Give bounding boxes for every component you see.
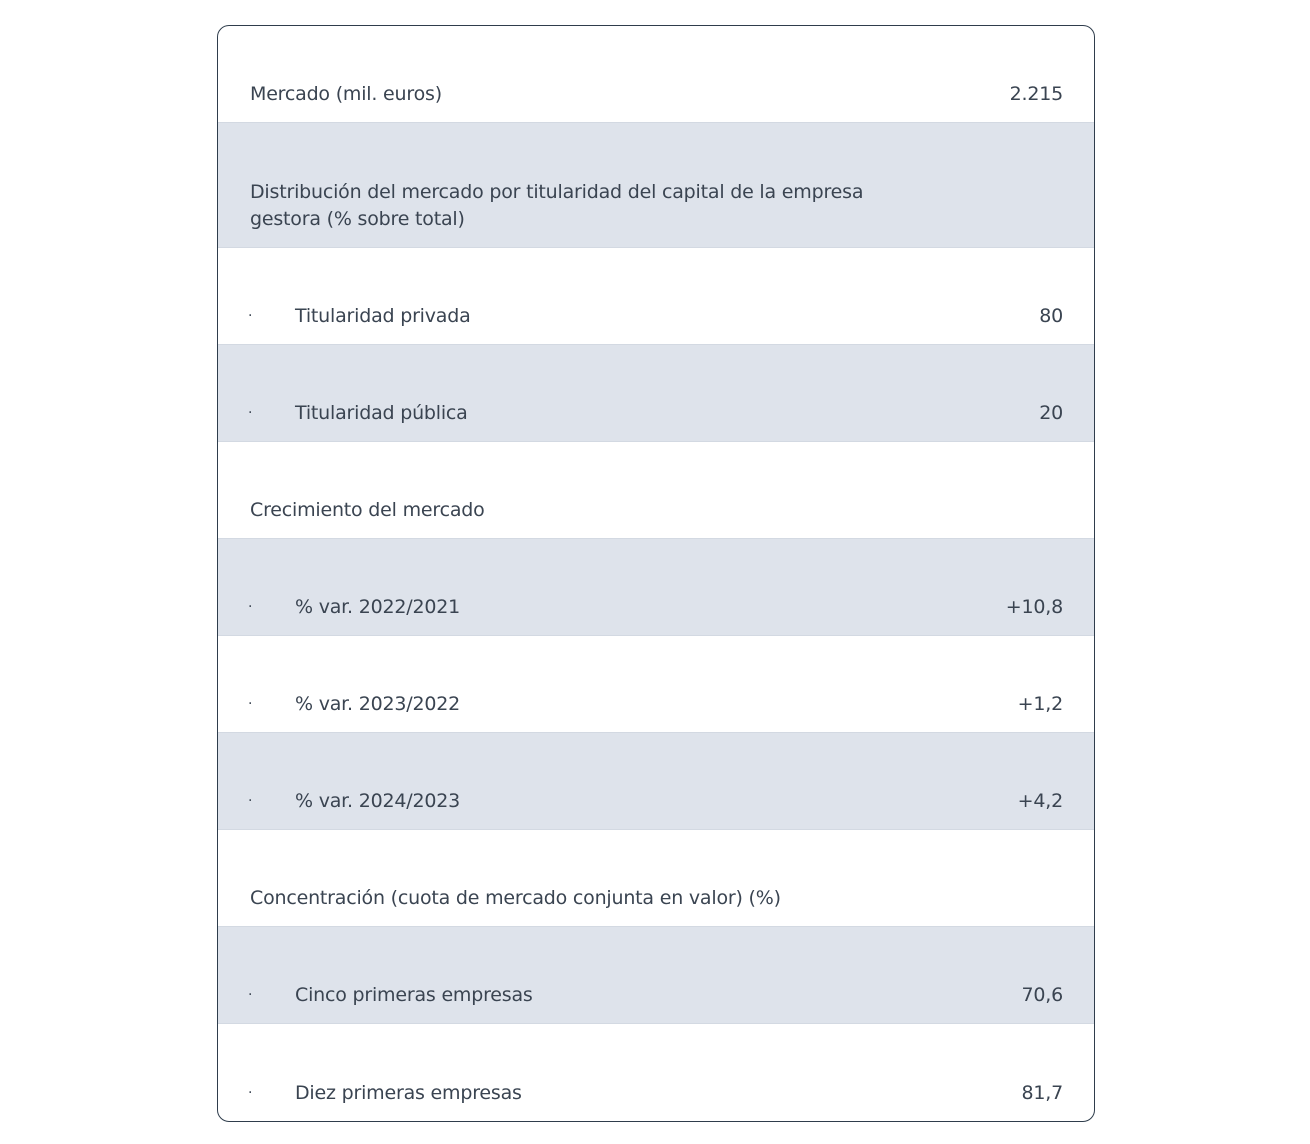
table-row xyxy=(218,442,1094,539)
bullet-icon: · xyxy=(248,793,253,809)
row-value: +10,8 xyxy=(1005,596,1063,618)
row-value: 80 xyxy=(1039,305,1063,327)
section-heading: Distribución del mercado por titularidad del capital de la empresa gestora (% sobre total) xyxy=(250,181,864,230)
table-row xyxy=(218,345,1094,442)
table-row xyxy=(218,733,1094,830)
row-value: 81,7 xyxy=(1021,1082,1063,1104)
row-value: 2.215 xyxy=(1009,83,1063,105)
section-heading: Concentración (cuota de mercado conjunta en valor) (%) xyxy=(250,887,781,909)
market-data-table xyxy=(217,25,1095,1122)
row-label: % var. 2022/2021 xyxy=(295,596,461,618)
row-value: 20 xyxy=(1039,402,1063,424)
table-row xyxy=(218,26,1094,123)
table-row xyxy=(218,539,1094,636)
row-value: +1,2 xyxy=(1017,693,1063,715)
table-row xyxy=(218,248,1094,345)
row-value: 70,6 xyxy=(1021,984,1063,1006)
bullet-icon: · xyxy=(248,1085,253,1101)
bullet-icon: · xyxy=(248,599,253,615)
bullet-icon: · xyxy=(248,987,253,1003)
table-row xyxy=(218,830,1094,927)
table-row xyxy=(218,927,1094,1024)
table-row xyxy=(218,1024,1094,1121)
table-row xyxy=(218,636,1094,733)
bullet-icon: · xyxy=(248,405,253,421)
row-label: Cinco primeras empresas xyxy=(295,984,533,1006)
row-label: Mercado (mil. euros) xyxy=(250,83,442,105)
row-label: Titularidad privada xyxy=(295,305,471,327)
table-row xyxy=(218,123,1094,248)
bullet-icon: · xyxy=(248,696,253,712)
row-label: Titularidad pública xyxy=(295,402,468,424)
row-label: Diez primeras empresas xyxy=(295,1082,522,1104)
row-label: % var. 2024/2023 xyxy=(295,790,461,812)
row-label: % var. 2023/2022 xyxy=(295,693,461,715)
bullet-icon: · xyxy=(248,308,253,324)
row-value: +4,2 xyxy=(1017,790,1063,812)
section-heading: Crecimiento del mercado xyxy=(250,499,485,521)
